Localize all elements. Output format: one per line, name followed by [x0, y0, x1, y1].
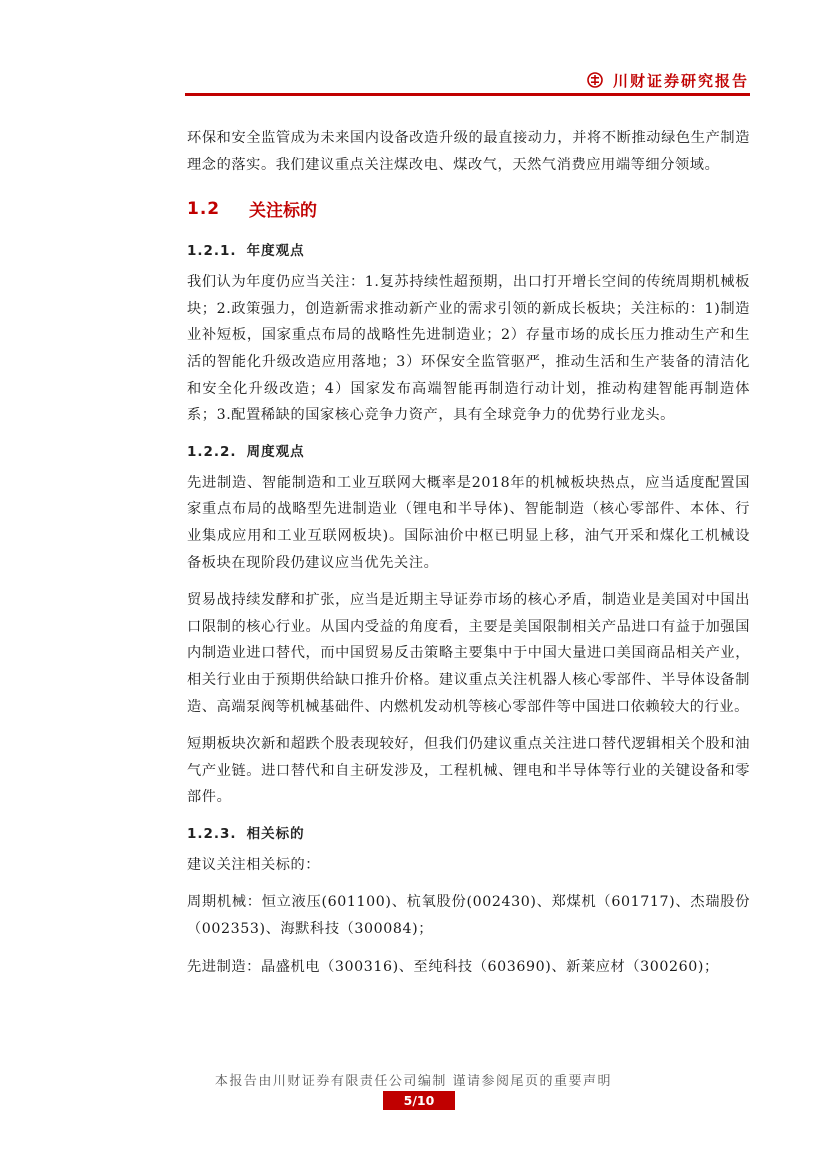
weekly-view-paragraph: 贸易战持续发酵和扩张，应当是近期主导证券市场的核心矛盾，制造业是美国对中国出口限制的核心行业。从国内受益的角度看，主要是美国限制相关产品进口有益于加强国内制造业进口替代，而中国贸易反击策略主要集中于中国大量进口美国商品相关产业，相关行业由于预期供给缺口推升价格。建议重点关注机器人核心零部件、半导体设备制造、高端泵阀等机械基础件、内燃机发动机等核心零部件等中国进口依赖较大的行业。 [187, 592, 750, 715]
report-header-brand [587, 68, 749, 92]
chuancai-logo-icon [587, 72, 603, 88]
header-divider [185, 93, 750, 96]
related-targets-intro: 建议关注相关标的： [187, 856, 321, 873]
section-number: 1.2 [187, 198, 221, 219]
cyclical-machinery-targets: 周期机械：恒立液压(601100)、杭氧股份(002430)、郑煤机（601717)、杰瑞股份（002353)、海默科技（300084)； [187, 894, 750, 938]
footer-disclaimer: 本报告由川财证券有限责任公司编制 谨请参阅尾页的重要声明 [214, 1074, 613, 1089]
report-body [187, 125, 750, 991]
section-1-2-3-heading [187, 822, 750, 842]
page-number-badge: 5/10 [383, 1091, 455, 1110]
section-title: 关注标的 [249, 201, 317, 222]
subsection-title: 周度观点 [246, 443, 305, 460]
subsection-number: 1.2.1. [187, 243, 237, 260]
section-1-2-heading [187, 196, 750, 221]
brand-name: 川财证券研究报告 [612, 71, 749, 90]
section-1-2-1-heading [187, 239, 750, 259]
weekly-view-paragraph: 短期板块次新和超跌个股表现较好，但我们仍建议重点关注进口替代逻辑相关个股和油气产业链。进口替代和自主研发涉及，工程机械、锂电和半导体等行业的关键设备和零部件。 [187, 736, 750, 806]
intro-paragraph: 环保和安全监管成为未来国内设备改造升级的最直接动力，并将不断推动绿色生产制造理念的落实。我们建议重点关注煤改电、煤改气，天然气消费应用端等细分领域。 [187, 130, 750, 173]
annual-view-paragraph: 我们认为年度仍应当关注：1.复苏持续性超预期，出口打开增长空间的传统周期机械板块；2.政策强力，创造新需求推动新产业的需求引领的新成长板块；关注标的：1)制造业补短板，国家重点布局的战略性先进制造业；2）存量市场的成长压力推动生产和生活的智能化升级改造应用落地；3）环保安全监管驱严，推动生活和生产装备的清洁化和安全化升级改造；4）国家发布高端智能再制造行动计划，推动构建智能再制造体系；3.配置稀缺的国家核心竞争力资产，具有全球竞争力的优势行业龙头。 [187, 274, 750, 424]
subsection-number: 1.2.2. [187, 443, 237, 460]
subsection-title: 年度观点 [246, 243, 305, 260]
advanced-manufacturing-targets: 先进制造：晶盛机电（300316)、至纯科技（603690)、新莱应材（300260)； [187, 958, 719, 975]
section-1-2-2-heading [187, 440, 750, 460]
subsection-number: 1.2.3. [187, 825, 237, 842]
subsection-title: 相关标的 [246, 825, 305, 842]
weekly-view-paragraph: 先进制造、智能制造和工业互联网大概率是2018年的机械板块热点，应当适度配置国家重点布局的战略型先进制造业（锂电和半导体)、智能制造（核心零部件、本体、行业集成应用和工业互联网板块)。国际油价中枢已明显上移，油气开采和煤化工机械设备板块在现阶段仍建议应当优先关注。 [187, 474, 750, 571]
